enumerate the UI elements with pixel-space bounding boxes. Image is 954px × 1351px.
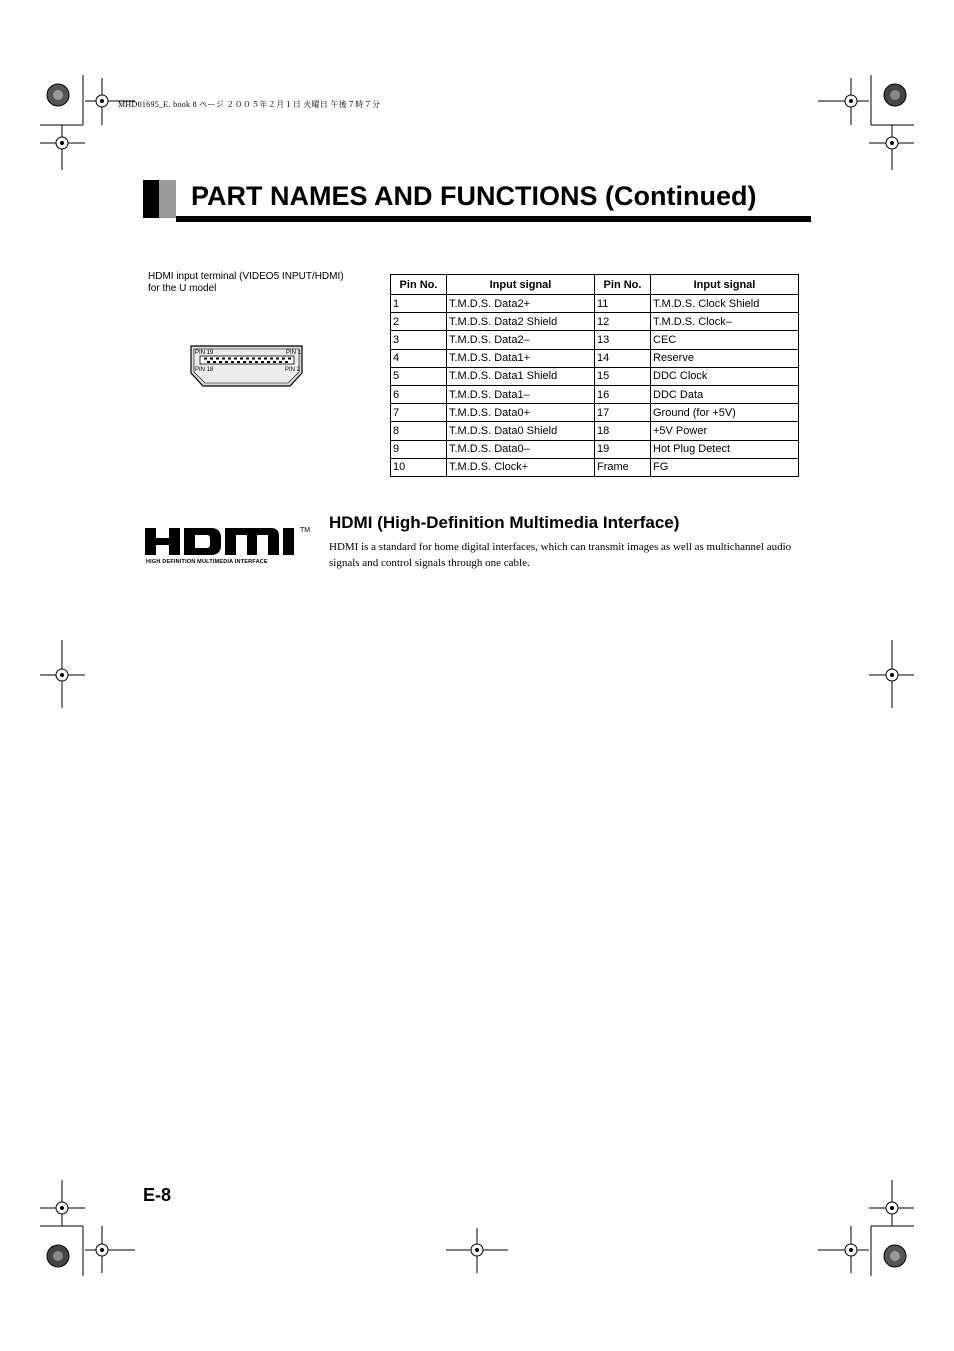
table-cell: 10 bbox=[391, 458, 447, 476]
table-header-row bbox=[391, 275, 799, 295]
table-cell: T.M.D.S. Clock Shield bbox=[651, 295, 799, 313]
title-bar-dark bbox=[143, 180, 159, 218]
table-cell: 12 bbox=[595, 313, 651, 331]
table-cell: 4 bbox=[391, 349, 447, 367]
page-number: E-8 bbox=[143, 1185, 172, 1205]
table-cell: 7 bbox=[391, 404, 447, 422]
table-cell: Hot Plug Detect bbox=[651, 440, 799, 458]
table-cell: FG bbox=[651, 458, 799, 476]
table-row bbox=[391, 367, 799, 385]
table-cell: DDC Data bbox=[651, 385, 799, 403]
table-row bbox=[391, 440, 799, 458]
table-cell: 1 bbox=[391, 295, 447, 313]
table-cell: 2 bbox=[391, 313, 447, 331]
pin-19-label: PIN 19 bbox=[195, 350, 214, 356]
title-bar-grey bbox=[159, 180, 176, 218]
table-cell: CEC bbox=[651, 331, 799, 349]
page-title: PART NAMES AND FUNCTIONS (Continued) bbox=[191, 181, 757, 211]
column-header: Pin No. bbox=[595, 275, 651, 295]
pin-18-label: PIN 18 bbox=[195, 367, 214, 373]
table-cell: T.M.D.S. Data1 Shield bbox=[447, 367, 595, 385]
table-row bbox=[391, 458, 799, 476]
pin-1-label: PIN 1 bbox=[286, 350, 302, 356]
table-cell: T.M.D.S. Data1– bbox=[447, 385, 595, 403]
table-cell: 16 bbox=[595, 385, 651, 403]
pin-2-label: PIN 2 bbox=[285, 367, 301, 373]
title-rule bbox=[176, 216, 811, 222]
table-cell: Ground (for +5V) bbox=[651, 404, 799, 422]
table-cell: 9 bbox=[391, 440, 447, 458]
table-cell: T.M.D.S. Data0+ bbox=[447, 404, 595, 422]
hdmi-logo-subtitle: HIGH DEFINITION MULTIMEDIA INTERFACE bbox=[146, 559, 268, 565]
table-cell: Frame bbox=[595, 458, 651, 476]
section-heading: HDMI (High-Definition Multimedia Interface) bbox=[329, 513, 680, 532]
table-cell: T.M.D.S. Clock+ bbox=[447, 458, 595, 476]
table-row bbox=[391, 313, 799, 331]
table-cell: 8 bbox=[391, 422, 447, 440]
column-header: Input signal bbox=[447, 275, 595, 295]
section-body: HDMI is a standard for home digital interfaces, which can transmit images as well as multichannel audio signals and control signals through one cable. bbox=[329, 541, 792, 569]
table-cell: T.M.D.S. Data2– bbox=[447, 331, 595, 349]
trademark-symbol: TM bbox=[300, 527, 311, 534]
table-cell: T.M.D.S. Data0 Shield bbox=[447, 422, 595, 440]
table-cell: 5 bbox=[391, 367, 447, 385]
hdmi-logo bbox=[143, 522, 315, 558]
table-cell: 6 bbox=[391, 385, 447, 403]
terminal-caption bbox=[148, 271, 368, 295]
table-cell: Reserve bbox=[651, 349, 799, 367]
table-cell: 17 bbox=[595, 404, 651, 422]
table-cell: 3 bbox=[391, 331, 447, 349]
pin-assignment-table bbox=[390, 274, 799, 477]
table-cell: T.M.D.S. Data2+ bbox=[447, 295, 595, 313]
table-cell: 11 bbox=[595, 295, 651, 313]
column-header: Pin No. bbox=[391, 275, 447, 295]
table-row bbox=[391, 422, 799, 440]
table-row bbox=[391, 385, 799, 403]
table-cell: 18 bbox=[595, 422, 651, 440]
table-cell: T.M.D.S. Data0– bbox=[447, 440, 595, 458]
table-cell: 13 bbox=[595, 331, 651, 349]
table-cell: T.M.D.S. Data2 Shield bbox=[447, 313, 595, 331]
table-cell: 14 bbox=[595, 349, 651, 367]
table-cell: T.M.D.S. Clock– bbox=[651, 313, 799, 331]
table-cell: +5V Power bbox=[651, 422, 799, 440]
table-cell: T.M.D.S. Data1+ bbox=[447, 349, 595, 367]
column-header: Input signal bbox=[651, 275, 799, 295]
table-cell: 15 bbox=[595, 367, 651, 385]
table-row bbox=[391, 295, 799, 313]
table-cell: DDC Clock bbox=[651, 367, 799, 385]
hdmi-connector-illustration bbox=[188, 343, 308, 391]
table-cell: 19 bbox=[595, 440, 651, 458]
table-row bbox=[391, 404, 799, 422]
terminal-caption-line1: HDMI input terminal (VIDEO5 INPUT/HDMI) bbox=[148, 271, 344, 282]
terminal-caption-line2: for the U model bbox=[148, 283, 217, 294]
table-row bbox=[391, 349, 799, 367]
print-header: MHD01695_E. book 8 ページ ２００５年２月１日 火曜日 午後７時７分 bbox=[118, 100, 381, 109]
table-row bbox=[391, 331, 799, 349]
